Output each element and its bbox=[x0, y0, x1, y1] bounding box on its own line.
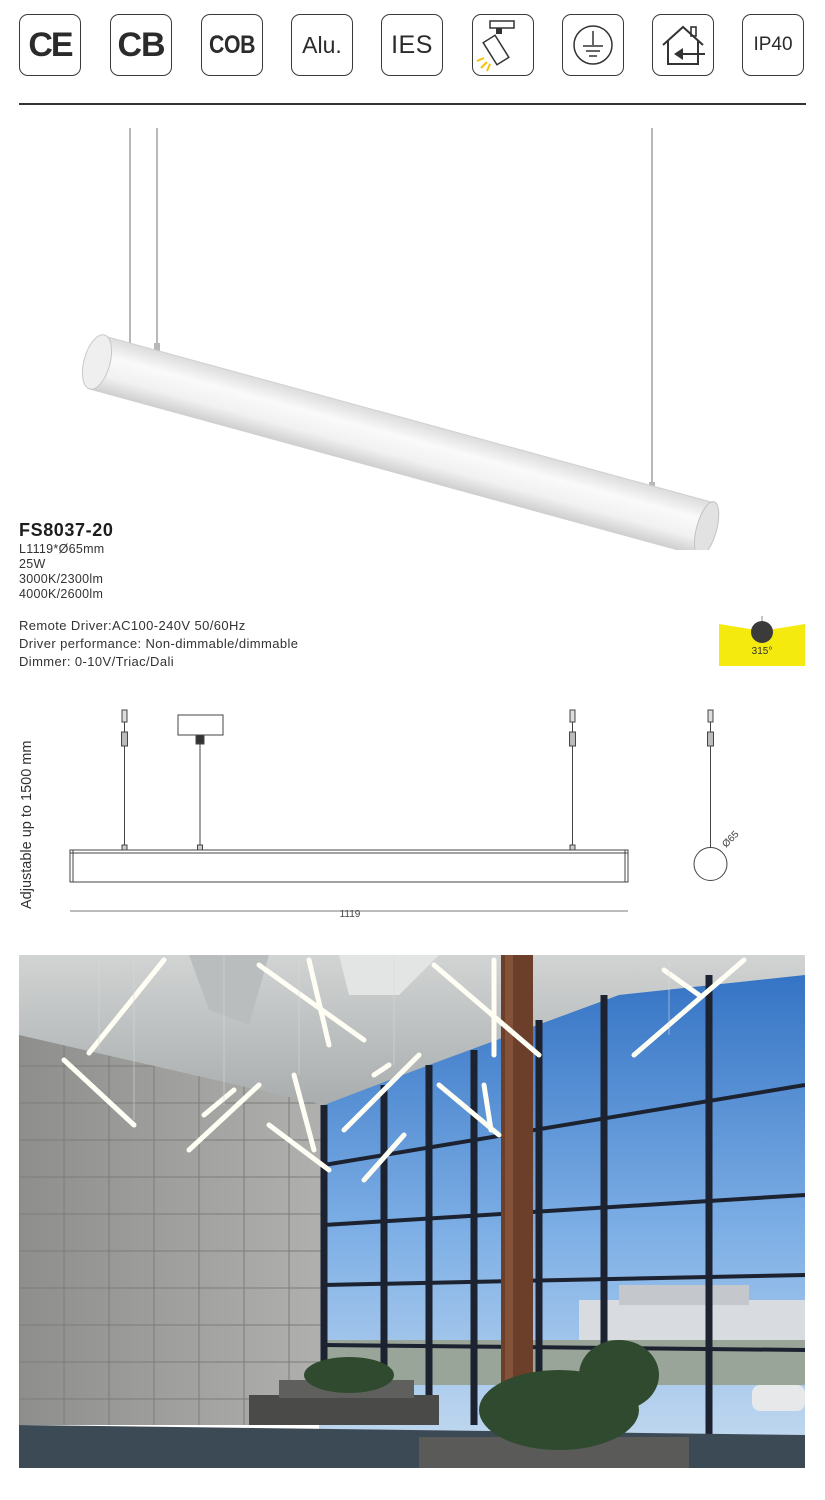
driver-performance: Driver performance: Non-dimmable/dimmable bbox=[19, 636, 299, 651]
spec-lumen-4000k: 4000K/2600lm bbox=[19, 587, 104, 601]
linear-tube-light bbox=[77, 332, 724, 550]
cb-mark-icon bbox=[110, 14, 172, 76]
badge-label: IP40 bbox=[753, 34, 793, 55]
product-render bbox=[0, 120, 825, 550]
cable-gripper bbox=[122, 732, 128, 746]
badge-label: Alu. bbox=[302, 31, 342, 58]
cable-gripper bbox=[570, 732, 576, 746]
dimension-drawing bbox=[0, 690, 825, 930]
driver-canopy bbox=[178, 715, 223, 735]
beam-angle-value: 315° bbox=[751, 646, 773, 657]
ceiling-anchor bbox=[570, 710, 575, 722]
application-photo bbox=[19, 955, 805, 1468]
length-label: 1119 bbox=[339, 909, 361, 920]
aluminium-icon bbox=[291, 14, 353, 76]
spec-power: 25W bbox=[19, 557, 46, 571]
ce-mark-icon bbox=[19, 14, 81, 76]
cob-icon bbox=[201, 14, 263, 76]
badge-label: COB bbox=[209, 30, 255, 59]
cable-gripper bbox=[708, 732, 714, 746]
ceiling-anchor bbox=[122, 710, 127, 722]
beam-angle-icon bbox=[719, 616, 805, 666]
badge-label: CE bbox=[28, 25, 72, 64]
header-divider bbox=[19, 103, 806, 105]
luminaire-side-view bbox=[70, 850, 628, 882]
adjustable-height-text: Adjustable up to 1500 mm bbox=[19, 740, 35, 909]
ground-earth-icon bbox=[562, 14, 624, 76]
spec-lumen-3000k: 3000K/2300lm bbox=[19, 572, 104, 586]
indoor-use-icon bbox=[652, 14, 714, 76]
luminaire-end-view bbox=[694, 848, 727, 881]
spec-dimensions: L1119*Ø65mm bbox=[19, 542, 105, 556]
badge-label: IES bbox=[391, 30, 433, 59]
adjustable-spotlight-icon bbox=[472, 14, 534, 76]
certification-badges bbox=[19, 14, 807, 78]
ceiling-anchor bbox=[708, 710, 713, 722]
model-number: FS8037-20 bbox=[19, 520, 114, 540]
diameter-label: Ø65 bbox=[720, 828, 742, 851]
ip-rating-icon bbox=[742, 14, 804, 76]
badge-label: CB bbox=[117, 25, 165, 64]
driver-spec: Remote Driver:AC100-240V 50/60Hz bbox=[19, 618, 246, 633]
ies-icon bbox=[381, 14, 443, 76]
dimmer-spec: Dimmer: 0-10V/Triac/Dali bbox=[19, 654, 175, 669]
